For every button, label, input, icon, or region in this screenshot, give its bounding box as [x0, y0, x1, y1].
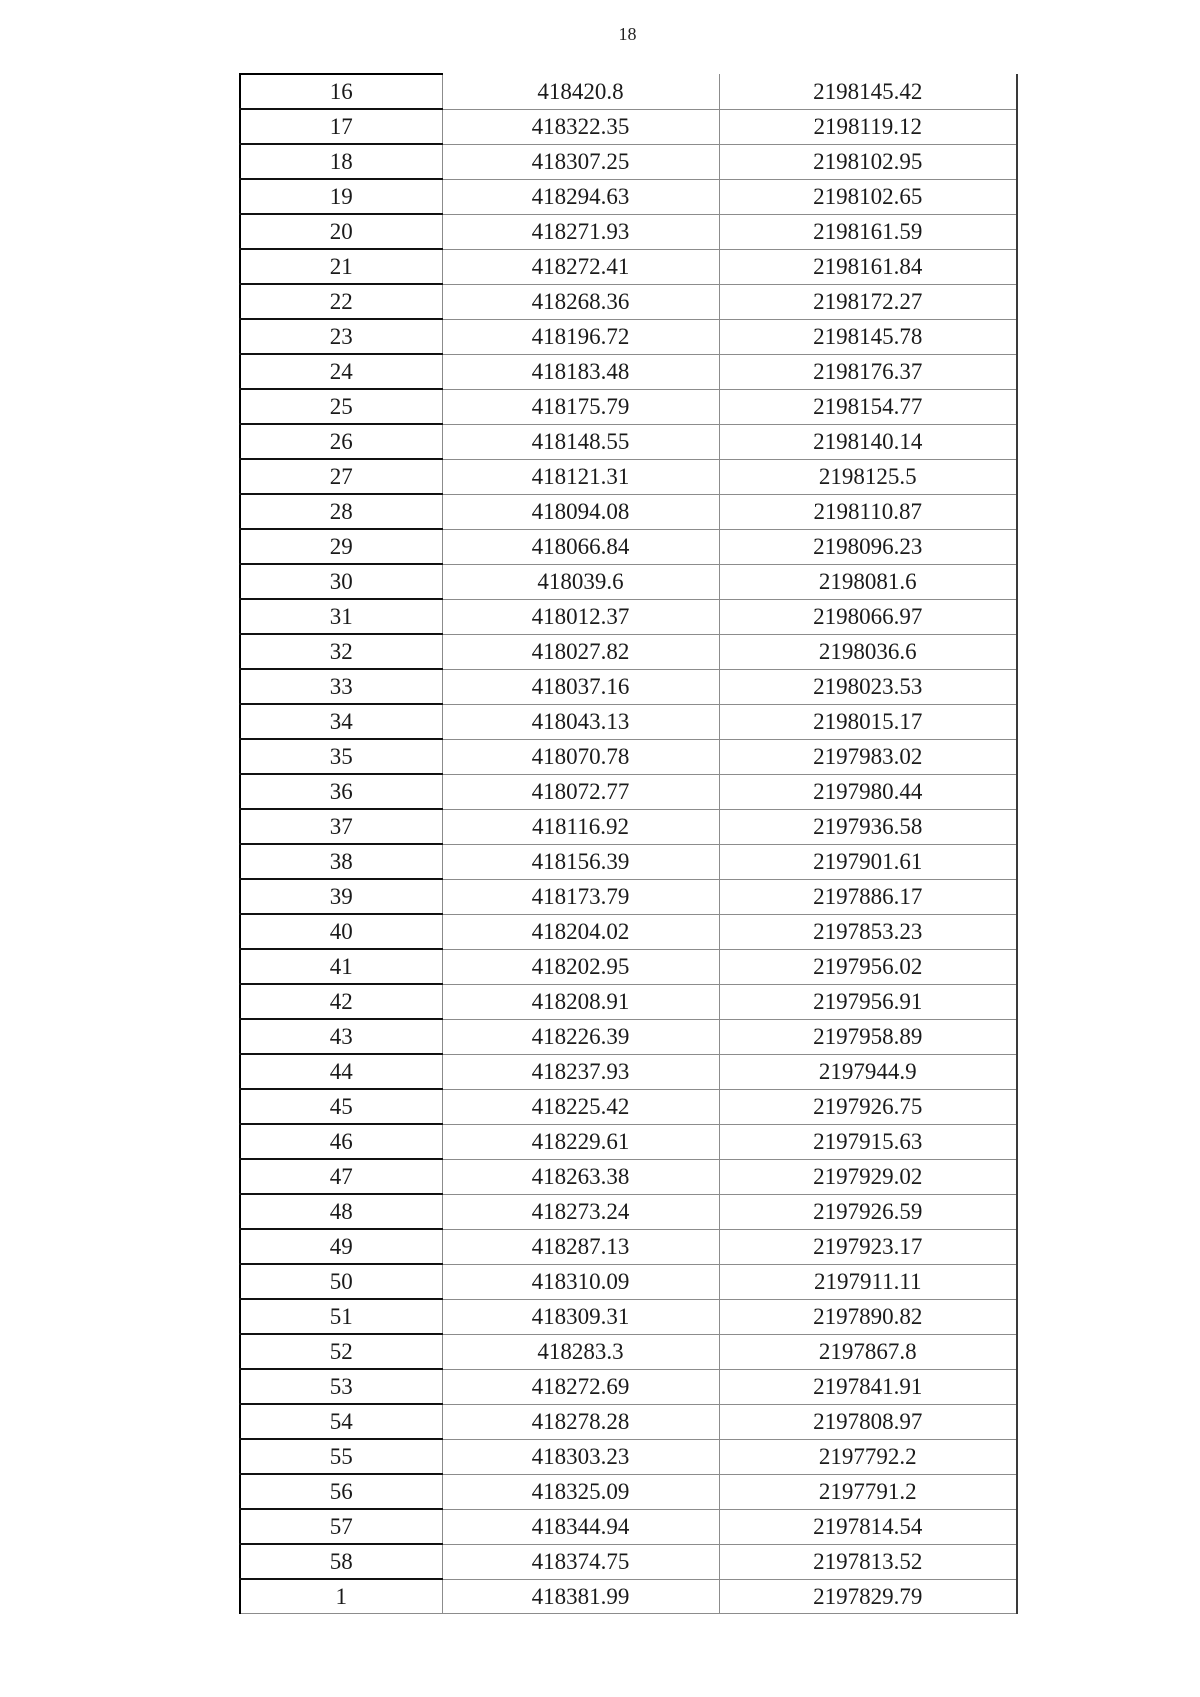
table-row — [240, 914, 1017, 949]
point-id-cell: 28 — [240, 494, 442, 529]
table-row — [240, 1159, 1017, 1194]
coordinate-y-cell: 2198145.42 — [719, 74, 1017, 109]
coordinate-x-cell: 418322.35 — [442, 109, 719, 144]
coordinate-x-cell: 418175.79 — [442, 389, 719, 424]
point-id-cell: 45 — [240, 1089, 442, 1124]
point-id-cell: 32 — [240, 634, 442, 669]
coordinate-x-cell: 418204.02 — [442, 914, 719, 949]
point-id-cell: 33 — [240, 669, 442, 704]
table-row — [240, 984, 1017, 1019]
point-id-cell: 26 — [240, 424, 442, 459]
coordinate-y-cell: 2197923.17 — [719, 1229, 1017, 1264]
point-id-cell: 24 — [240, 354, 442, 389]
coordinate-x-cell: 418027.82 — [442, 634, 719, 669]
point-id-cell: 38 — [240, 844, 442, 879]
table-row — [240, 179, 1017, 214]
table-row — [240, 844, 1017, 879]
coordinate-y-cell: 2197956.02 — [719, 949, 1017, 984]
coordinate-x-cell: 418156.39 — [442, 844, 719, 879]
point-id-cell: 39 — [240, 879, 442, 914]
coordinate-x-cell: 418271.93 — [442, 214, 719, 249]
coordinate-x-cell: 418278.28 — [442, 1404, 719, 1439]
coordinate-table-body — [240, 74, 1017, 1614]
coordinate-x-cell: 418273.24 — [442, 1194, 719, 1229]
table-row — [240, 739, 1017, 774]
table-row — [240, 1474, 1017, 1509]
coordinate-y-cell: 2198023.53 — [719, 669, 1017, 704]
coordinate-y-cell: 2197926.59 — [719, 1194, 1017, 1229]
coordinate-y-cell: 2198161.84 — [719, 249, 1017, 284]
coordinate-y-cell: 2197956.91 — [719, 984, 1017, 1019]
coordinate-table — [239, 73, 1018, 1614]
coordinate-x-cell: 418196.72 — [442, 319, 719, 354]
point-id-cell: 21 — [240, 249, 442, 284]
table-row — [240, 1089, 1017, 1124]
coordinate-y-cell: 2198161.59 — [719, 214, 1017, 249]
point-id-cell: 52 — [240, 1334, 442, 1369]
point-id-cell: 44 — [240, 1054, 442, 1089]
coordinate-x-cell: 418307.25 — [442, 144, 719, 179]
point-id-cell: 36 — [240, 774, 442, 809]
coordinate-y-cell: 2197929.02 — [719, 1159, 1017, 1194]
point-id-cell: 51 — [240, 1299, 442, 1334]
table-row — [240, 1299, 1017, 1334]
coordinate-x-cell: 418229.61 — [442, 1124, 719, 1159]
coordinate-x-cell: 418043.13 — [442, 704, 719, 739]
coordinate-y-cell: 2198125.5 — [719, 459, 1017, 494]
coordinate-y-cell: 2197841.91 — [719, 1369, 1017, 1404]
coordinate-x-cell: 418310.09 — [442, 1264, 719, 1299]
coordinate-y-cell: 2197867.8 — [719, 1334, 1017, 1369]
coordinate-x-cell: 418094.08 — [442, 494, 719, 529]
table-row — [240, 354, 1017, 389]
table-row — [240, 1124, 1017, 1159]
coordinate-x-cell: 418070.78 — [442, 739, 719, 774]
point-id-cell: 41 — [240, 949, 442, 984]
point-id-cell: 57 — [240, 1509, 442, 1544]
coordinate-x-cell: 418072.77 — [442, 774, 719, 809]
table-row — [240, 1579, 1017, 1614]
coordinate-x-cell: 418309.31 — [442, 1299, 719, 1334]
point-id-cell: 46 — [240, 1124, 442, 1159]
coordinate-y-cell: 2197886.17 — [719, 879, 1017, 914]
coordinate-x-cell: 418283.3 — [442, 1334, 719, 1369]
coordinate-y-cell: 2197980.44 — [719, 774, 1017, 809]
table-row — [240, 774, 1017, 809]
table-row — [240, 1369, 1017, 1404]
table-row — [240, 424, 1017, 459]
coordinate-y-cell: 2198036.6 — [719, 634, 1017, 669]
coordinate-x-cell: 418116.92 — [442, 809, 719, 844]
point-id-cell: 19 — [240, 179, 442, 214]
coordinate-x-cell: 418012.37 — [442, 599, 719, 634]
coordinate-x-cell: 418037.16 — [442, 669, 719, 704]
table-row — [240, 1544, 1017, 1579]
page-number: 18 — [618, 24, 637, 44]
coordinate-y-cell: 2198172.27 — [719, 284, 1017, 319]
table-row — [240, 74, 1017, 109]
coordinate-x-cell: 418148.55 — [442, 424, 719, 459]
point-id-cell: 42 — [240, 984, 442, 1019]
coordinate-y-cell: 2198081.6 — [719, 564, 1017, 599]
point-id-cell: 23 — [240, 319, 442, 354]
coordinate-x-cell: 418173.79 — [442, 879, 719, 914]
coordinate-y-cell: 2197915.63 — [719, 1124, 1017, 1159]
coordinate-y-cell: 2198102.65 — [719, 179, 1017, 214]
table-row — [240, 1264, 1017, 1299]
point-id-cell: 48 — [240, 1194, 442, 1229]
coordinate-y-cell: 2197813.52 — [719, 1544, 1017, 1579]
coordinate-y-cell: 2197983.02 — [719, 739, 1017, 774]
point-id-cell: 30 — [240, 564, 442, 599]
point-id-cell: 37 — [240, 809, 442, 844]
table-row — [240, 599, 1017, 634]
coordinate-y-cell: 2198015.17 — [719, 704, 1017, 739]
point-id-cell: 29 — [240, 529, 442, 564]
point-id-cell: 56 — [240, 1474, 442, 1509]
point-id-cell: 31 — [240, 599, 442, 634]
point-id-cell: 22 — [240, 284, 442, 319]
coordinate-y-cell: 2197792.2 — [719, 1439, 1017, 1474]
table-row — [240, 1439, 1017, 1474]
coordinate-x-cell: 418039.6 — [442, 564, 719, 599]
point-id-cell: 49 — [240, 1229, 442, 1264]
coordinate-x-cell: 418294.63 — [442, 179, 719, 214]
coordinate-x-cell: 418208.91 — [442, 984, 719, 1019]
coordinate-y-cell: 2197853.23 — [719, 914, 1017, 949]
point-id-cell: 25 — [240, 389, 442, 424]
table-row — [240, 144, 1017, 179]
table-row — [240, 809, 1017, 844]
coordinate-x-cell: 418183.48 — [442, 354, 719, 389]
coordinate-y-cell: 2197911.11 — [719, 1264, 1017, 1299]
table-row — [240, 109, 1017, 144]
coordinate-x-cell: 418420.8 — [442, 74, 719, 109]
coordinate-x-cell: 418263.38 — [442, 1159, 719, 1194]
table-row — [240, 284, 1017, 319]
coordinate-y-cell: 2198145.78 — [719, 319, 1017, 354]
coordinate-x-cell: 418381.99 — [442, 1579, 719, 1614]
table-row — [240, 669, 1017, 704]
coordinate-y-cell: 2198102.95 — [719, 144, 1017, 179]
point-id-cell: 27 — [240, 459, 442, 494]
coordinate-x-cell: 418374.75 — [442, 1544, 719, 1579]
coordinate-x-cell: 418325.09 — [442, 1474, 719, 1509]
coordinate-x-cell: 418272.41 — [442, 249, 719, 284]
table-row — [240, 319, 1017, 354]
table-row — [240, 879, 1017, 914]
table-row — [240, 704, 1017, 739]
point-id-cell: 47 — [240, 1159, 442, 1194]
coordinate-y-cell: 2197890.82 — [719, 1299, 1017, 1334]
point-id-cell: 54 — [240, 1404, 442, 1439]
table-row — [240, 949, 1017, 984]
coordinate-x-cell: 418287.13 — [442, 1229, 719, 1264]
table-row — [240, 1229, 1017, 1264]
coordinate-x-cell: 418344.94 — [442, 1509, 719, 1544]
point-id-cell: 1 — [240, 1579, 442, 1614]
point-id-cell: 17 — [240, 109, 442, 144]
coordinate-y-cell: 2197936.58 — [719, 809, 1017, 844]
table-row — [240, 1404, 1017, 1439]
coordinate-y-cell: 2197901.61 — [719, 844, 1017, 879]
table-row — [240, 214, 1017, 249]
coordinate-y-cell: 2197944.9 — [719, 1054, 1017, 1089]
coordinate-y-cell: 2198110.87 — [719, 494, 1017, 529]
point-id-cell: 34 — [240, 704, 442, 739]
coordinate-x-cell: 418268.36 — [442, 284, 719, 319]
point-id-cell: 16 — [240, 74, 442, 109]
coordinate-y-cell: 2197791.2 — [719, 1474, 1017, 1509]
coordinate-y-cell: 2198154.77 — [719, 389, 1017, 424]
point-id-cell: 53 — [240, 1369, 442, 1404]
point-id-cell: 50 — [240, 1264, 442, 1299]
table-row — [240, 1509, 1017, 1544]
coordinate-x-cell: 418272.69 — [442, 1369, 719, 1404]
point-id-cell: 43 — [240, 1019, 442, 1054]
coordinate-x-cell: 418121.31 — [442, 459, 719, 494]
table-row — [240, 1194, 1017, 1229]
coordinate-y-cell: 2198096.23 — [719, 529, 1017, 564]
coordinate-x-cell: 418237.93 — [442, 1054, 719, 1089]
table-row — [240, 459, 1017, 494]
coordinate-x-cell: 418066.84 — [442, 529, 719, 564]
table-row — [240, 634, 1017, 669]
coordinate-x-cell: 418303.23 — [442, 1439, 719, 1474]
table-row — [240, 249, 1017, 284]
table-row — [240, 564, 1017, 599]
coordinate-y-cell: 2198066.97 — [719, 599, 1017, 634]
coordinate-x-cell: 418225.42 — [442, 1089, 719, 1124]
coordinate-y-cell: 2197808.97 — [719, 1404, 1017, 1439]
point-id-cell: 35 — [240, 739, 442, 774]
coordinate-x-cell: 418226.39 — [442, 1019, 719, 1054]
table-row — [240, 389, 1017, 424]
table-row — [240, 1334, 1017, 1369]
point-id-cell: 55 — [240, 1439, 442, 1474]
point-id-cell: 18 — [240, 144, 442, 179]
coordinate-y-cell: 2197814.54 — [719, 1509, 1017, 1544]
point-id-cell: 20 — [240, 214, 442, 249]
coordinate-y-cell: 2197958.89 — [719, 1019, 1017, 1054]
coordinate-y-cell: 2198176.37 — [719, 354, 1017, 389]
table-row — [240, 494, 1017, 529]
point-id-cell: 40 — [240, 914, 442, 949]
coordinate-y-cell: 2197829.79 — [719, 1579, 1017, 1614]
coordinate-x-cell: 418202.95 — [442, 949, 719, 984]
table-row — [240, 529, 1017, 564]
table-row — [240, 1054, 1017, 1089]
coordinate-y-cell: 2197926.75 — [719, 1089, 1017, 1124]
point-id-cell: 58 — [240, 1544, 442, 1579]
coordinate-y-cell: 2198119.12 — [719, 109, 1017, 144]
table-row — [240, 1019, 1017, 1054]
coordinate-y-cell: 2198140.14 — [719, 424, 1017, 459]
